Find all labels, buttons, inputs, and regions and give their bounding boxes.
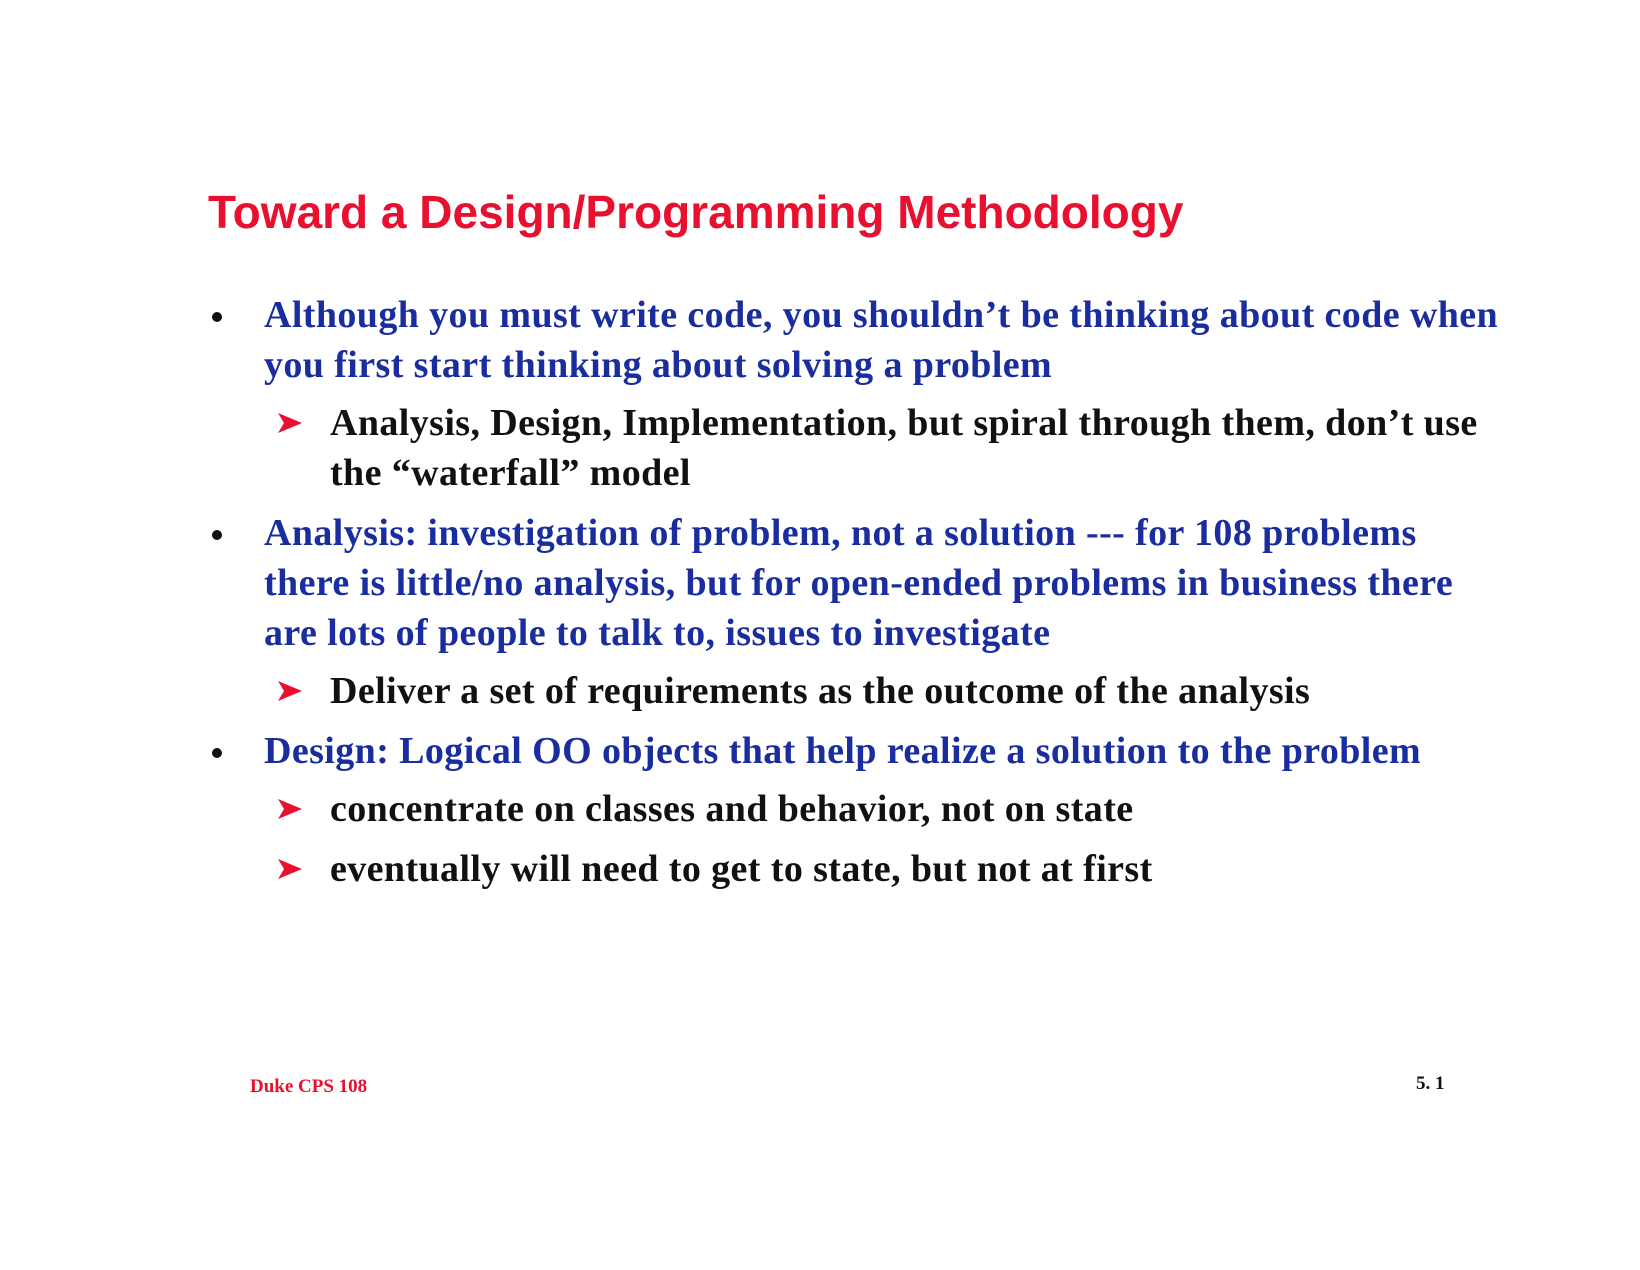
sub-bullet-item xyxy=(264,784,1508,834)
bullet-text: Although you must write code, you shouldn’t be thinking about code when you first start thinking about solving a problem xyxy=(264,294,1499,386)
sub-bullet-list xyxy=(264,666,1508,716)
dot-bullet-icon xyxy=(212,530,222,540)
arrowhead-icon xyxy=(278,859,302,879)
sub-bullet-item xyxy=(264,666,1508,716)
sub-bullet-item xyxy=(264,398,1508,498)
bullet-text: Design: Logical OO objects that help realize a solution to the problem xyxy=(264,730,1422,772)
arrowhead-icon xyxy=(278,799,302,819)
dot-bullet-icon xyxy=(212,748,222,758)
dot-bullet-icon xyxy=(212,312,222,322)
bullet-text: Analysis: investigation of problem, not a solution --- for 108 problems there is little/no analysis, but for open-ended problems in business there are lots of people to talk to, issues to investigate xyxy=(264,512,1454,654)
sub-bullet-item xyxy=(264,844,1508,894)
bullet-item xyxy=(208,508,1508,716)
bullet-item xyxy=(208,290,1508,498)
bullet-item xyxy=(208,726,1508,894)
sub-bullet-list xyxy=(264,398,1508,498)
bullet-list xyxy=(208,290,1508,904)
sub-bullet-text: concentrate on classes and behavior, not on state xyxy=(330,788,1134,830)
sub-bullet-text: eventually will need to get to state, but not at first xyxy=(330,848,1153,890)
sub-bullet-text: Analysis, Design, Implementation, but spiral through them, don’t use the “waterfall” model xyxy=(330,402,1478,494)
slide-title: Toward a Design/Programming Methodology xyxy=(208,186,1184,238)
footer-page-number: 5. 1 xyxy=(1416,1073,1445,1094)
sub-bullet-list xyxy=(264,784,1508,894)
arrowhead-icon xyxy=(278,681,302,701)
sub-bullet-text: Deliver a set of requirements as the outcome of the analysis xyxy=(330,670,1311,712)
footer-course: Duke CPS 108 xyxy=(250,1076,368,1097)
arrowhead-icon xyxy=(278,413,302,433)
